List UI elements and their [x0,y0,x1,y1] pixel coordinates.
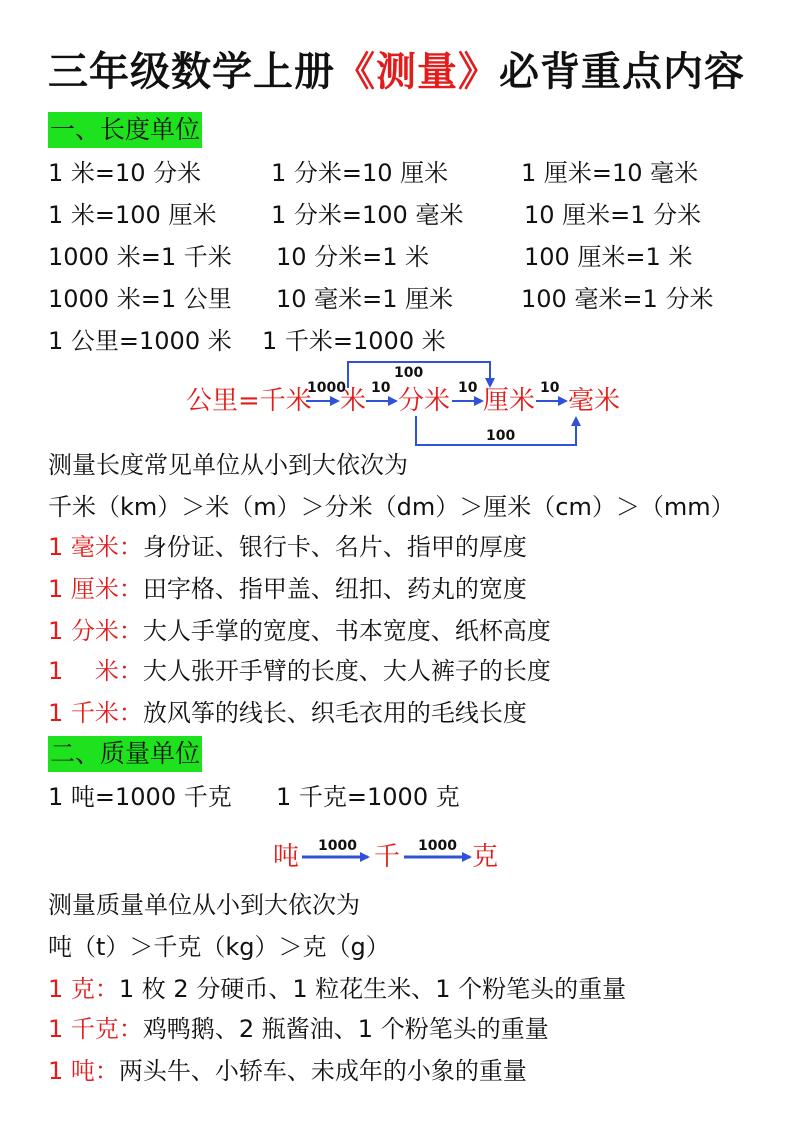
example-unit: 1 厘米： [48,575,143,603]
length-conversion: 1000 米=1 公里 [48,285,232,313]
arrow-label: 10 [371,380,391,396]
length-order: 千米（km）＞米（m）＞分米（dm）＞厘米（cm）＞（mm） [48,493,735,521]
mass-example [48,974,626,1004]
page-title [0,40,793,97]
length-conversion: 1 米=100 厘米 [48,201,217,229]
arrow-label: 1000 [307,380,346,396]
arrow-label: 100 [486,428,516,444]
arrow-label: 1000 [318,838,357,854]
length-conversion: 10 厘米=1 分米 [524,201,702,229]
flow-unit-cm: 厘米 [483,386,536,416]
length-conversion: 1 分米=100 毫米 [271,201,464,229]
length-conversion: 1 米=10 分米 [48,159,202,187]
length-example [48,616,551,646]
title-prefix: 三年级数学上册 [48,49,335,95]
example-text: 鸡鸭鹅、2 瓶酱油、1 个粉笔头的重量 [142,1015,549,1043]
arrow-label: 10 [458,380,478,396]
example-unit: 1 千米： [48,699,143,727]
example-unit: 1 千克： [48,1015,143,1043]
title-suffix: 必背重点内容 [499,49,745,95]
example-unit: 1 米： [48,657,143,685]
mass-order-intro: 测量质量单位从小到大依次为 [48,891,360,919]
example-text: 身份证、银行卡、名片、指甲的厚度 [142,533,527,561]
example-unit: 1 吨： [48,1057,119,1085]
title-highlight: 《测量》 [335,49,499,95]
arrow-label: 1000 [418,838,457,854]
flow-unit-km: 公里=千米 [186,386,312,416]
mass-order: 吨（t）＞千克（kg）＞克（g） [48,933,390,961]
length-conversion: 100 厘米=1 米 [524,243,693,271]
length-example [48,574,527,604]
length-example [48,698,527,728]
flow-unit-m: 米 [340,386,367,416]
example-text: 大人手掌的宽度、书本宽度、纸杯高度 [142,617,551,645]
flow-unit-g: 克 [472,842,499,872]
flow-unit-dm: 分米 [398,386,451,416]
section-heading-mass: 二、质量单位 [48,736,202,772]
length-conversion: 10 毫米=1 厘米 [276,285,454,313]
length-conversion: 1 厘米=10 毫米 [521,159,699,187]
length-example [48,656,551,686]
length-example [48,532,527,562]
length-conversion: 1 公里=1000 米 [48,327,232,355]
mass-example [48,1056,527,1086]
mass-example [48,1014,549,1044]
example-unit: 1 克： [48,975,119,1003]
flow-unit-kg: 千 [374,842,401,872]
length-order-intro: 测量长度常见单位从小到大依次为 [48,451,408,479]
example-unit: 1 毫米： [48,533,143,561]
length-conversion: 1 千米=1000 米 [262,327,446,355]
example-text: 田字格、指甲盖、纽扣、药丸的宽度 [142,575,527,603]
section-heading-length: 一、长度单位 [48,112,202,148]
example-text: 大人张开手臂的长度、大人裤子的长度 [142,657,551,685]
arrow-label: 10 [540,380,560,396]
length-conversion: 1 分米=10 厘米 [271,159,449,187]
example-text: 放风筝的线长、织毛衣用的毛线长度 [142,699,527,727]
length-conversion: 100 毫米=1 分米 [521,285,714,313]
example-unit: 1 分米： [48,617,143,645]
flow-unit-mm: 毫米 [568,386,621,416]
length-conversion: 1000 米=1 千米 [48,243,232,271]
length-conversion: 10 分米=1 米 [276,243,430,271]
arrow-label: 100 [394,365,424,381]
example-text: 1 枚 2 分硬币、1 粒花生米、1 个粉笔头的重量 [118,975,627,1003]
flow-unit-t: 吨 [273,842,300,872]
example-text: 两头牛、小轿车、未成年的小象的重量 [118,1057,527,1085]
mass-conversion: 1 吨=1000 千克 [48,783,232,811]
mass-conversion: 1 千克=1000 克 [276,783,460,811]
